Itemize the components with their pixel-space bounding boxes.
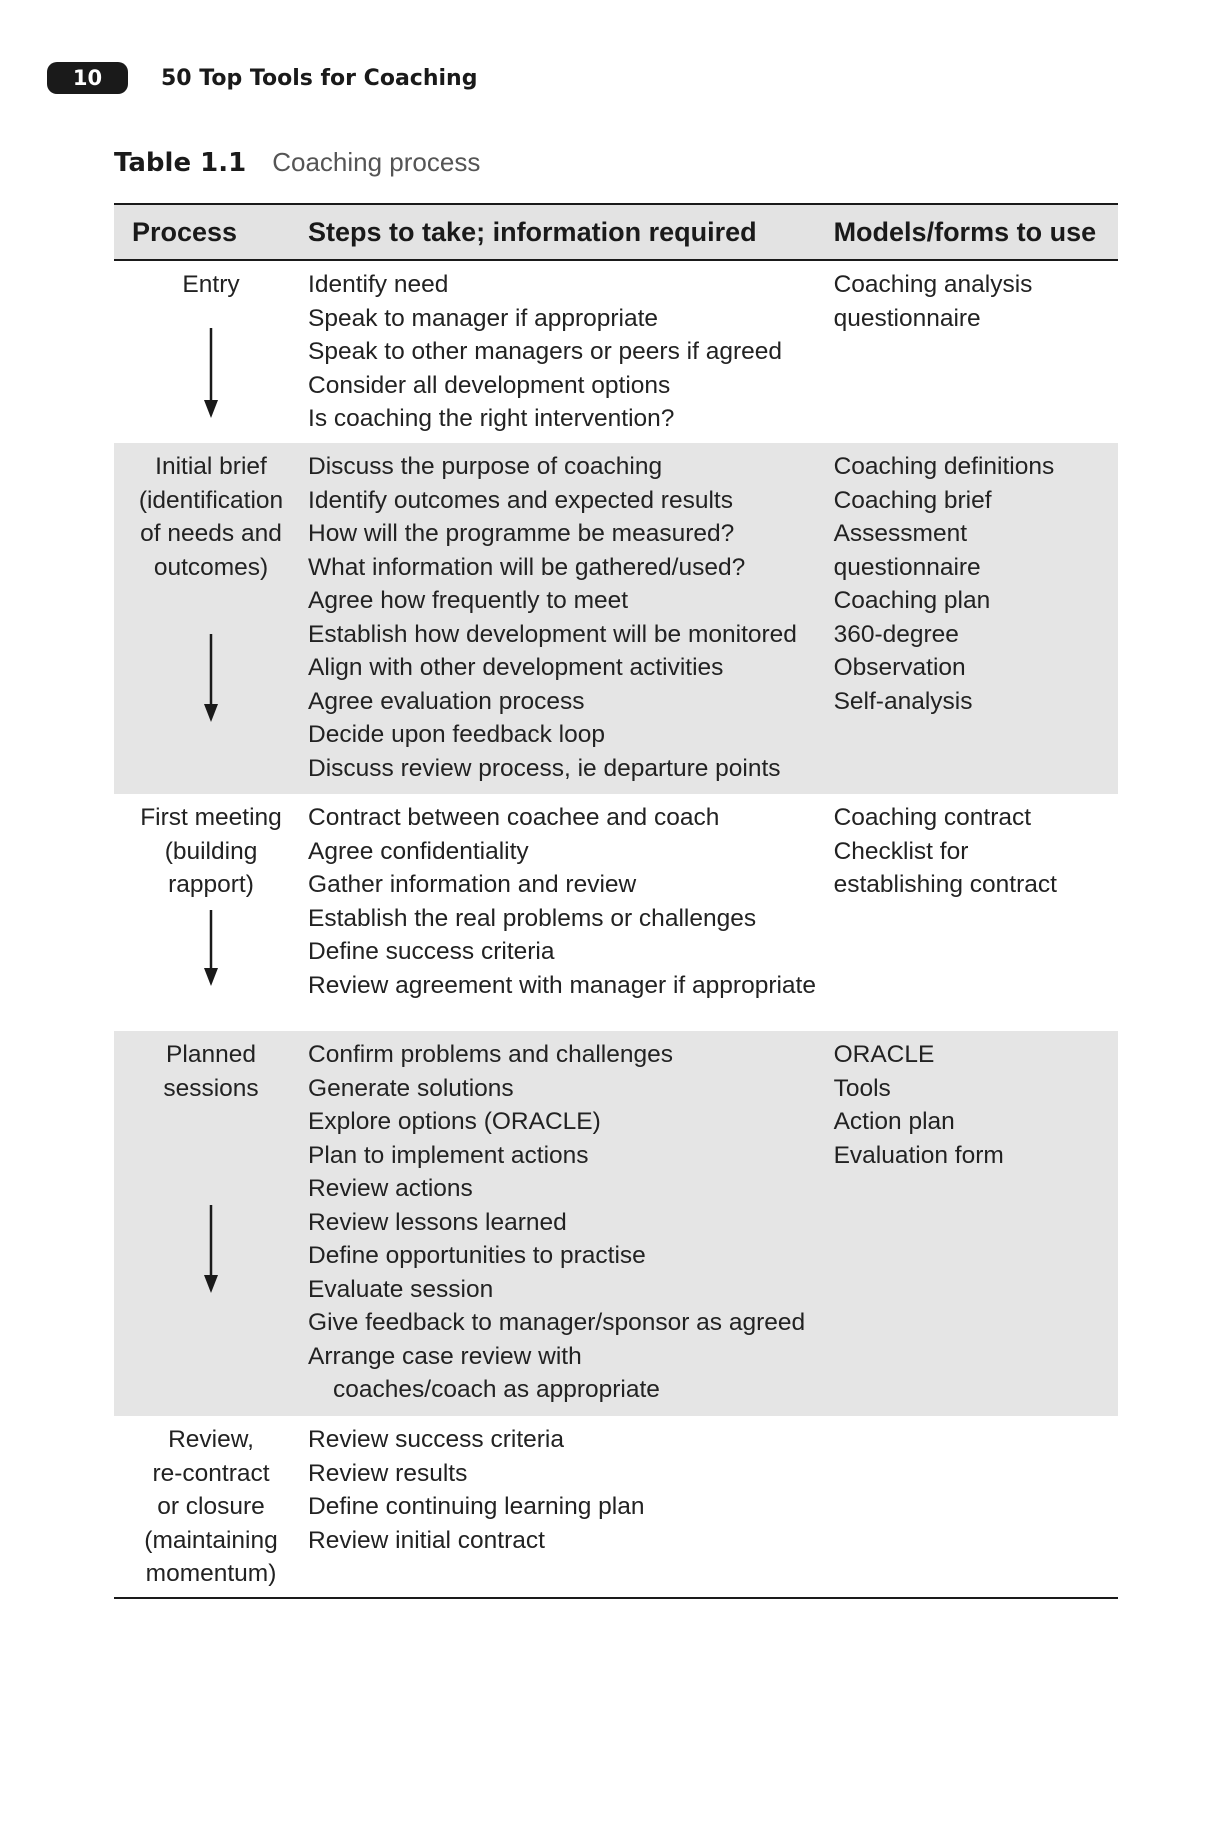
step-line: Identify need [308, 271, 449, 298]
models-cell [834, 1031, 1118, 1416]
model-line: 360-degree [833, 620, 959, 648]
model-line: Coaching plan [833, 587, 991, 614]
step-line: Identify outcomes and expected results [308, 486, 733, 514]
table-row-entry [114, 260, 1118, 443]
models-cell [834, 1416, 1118, 1598]
running-title: 50 Top Tools for Coaching [161, 65, 478, 91]
model-line: Action plan [833, 1108, 955, 1135]
step-line: Gather information and review [308, 871, 637, 898]
model-line: establishing contract [833, 871, 1057, 898]
step-line: Evaluate session [308, 1275, 494, 1303]
step-line: How will the programme be measured? [308, 520, 735, 547]
process-line: Review, [168, 1426, 254, 1453]
step-line: Contract between coachee and coach [308, 804, 720, 831]
model-line: Coaching contract [833, 804, 1032, 831]
steps-cell [308, 1416, 834, 1598]
step-line: What information will be gathered/used? [308, 553, 746, 581]
step-line: Speak to other managers or peers if agreed [308, 338, 782, 365]
step-line: Define opportunities to practise [308, 1242, 646, 1269]
down-arrow-icon [201, 328, 221, 418]
models-cell [834, 794, 1118, 1031]
model-line: Coaching analysis [833, 271, 1033, 298]
table-row-planned-sessions [114, 1031, 1118, 1416]
step-line: Discuss review process, ie departure points [308, 754, 781, 782]
table-label: Table 1.1 [114, 148, 247, 178]
step-line: Decide upon feedback loop [308, 721, 605, 748]
step-line: Generate solutions [308, 1074, 514, 1102]
models-cell [834, 260, 1118, 443]
step-line: coaches/coach as appropriate [333, 1376, 660, 1403]
model-line: ORACLE [833, 1041, 935, 1068]
model-line: questionnaire [833, 304, 981, 332]
step-line: Review results [308, 1459, 468, 1487]
header-steps: Steps to take; information required [308, 204, 834, 260]
models-cell [834, 443, 1118, 794]
step-line: Review lessons learned [308, 1208, 567, 1236]
table-header-row [114, 204, 1118, 260]
process-cell [114, 794, 308, 1031]
process-line: rapport) [168, 871, 254, 898]
process-line: sessions [163, 1074, 259, 1102]
step-line: Agree confidentiality [308, 837, 529, 865]
header-models: Models/forms to use [834, 204, 1118, 260]
down-arrow-icon [201, 1205, 221, 1293]
steps-cell [308, 443, 834, 794]
process-cell [114, 1031, 308, 1416]
process-line: (maintaining [144, 1526, 278, 1554]
steps-cell [308, 794, 834, 1031]
model-line: Self-analysis [833, 687, 973, 715]
step-line: Confirm problems and challenges [308, 1041, 673, 1068]
model-line: Tools [833, 1074, 891, 1102]
table-row-review [114, 1416, 1118, 1598]
page-header [47, 62, 477, 94]
process-line: of needs and [140, 520, 282, 547]
step-line: Review success criteria [308, 1426, 564, 1453]
step-line: Give feedback to manager/sponsor as agreed [308, 1309, 806, 1336]
step-line: Consider all development options [308, 371, 671, 399]
table-title: Coaching process [272, 147, 481, 177]
table-caption [114, 147, 480, 178]
process-line: re-contract [152, 1459, 270, 1487]
process-line: momentum) [145, 1560, 277, 1587]
process-line: (identification [138, 486, 284, 514]
model-line: Evaluation form [833, 1141, 1004, 1169]
process-cell [114, 260, 308, 443]
process-line: (building [164, 837, 258, 865]
step-line: Discuss the purpose of coaching [308, 453, 663, 480]
model-line: Observation [833, 654, 966, 681]
header-process: Process [114, 204, 308, 260]
step-line: Speak to manager if appropriate [308, 304, 659, 332]
process-line: First meeting [140, 804, 282, 831]
model-line: Coaching brief [833, 486, 992, 514]
page-number-badge: 10 [47, 62, 128, 94]
process-line: Planned [166, 1041, 256, 1068]
steps-cell [308, 1031, 834, 1416]
step-line: Agree how frequently to meet [308, 587, 629, 614]
step-line: Is coaching the right intervention? [308, 405, 675, 432]
steps-cell [308, 260, 834, 443]
step-line: Agree evaluation process [308, 687, 585, 715]
process-line: outcomes) [153, 553, 269, 581]
table-row-initial-brief [114, 443, 1118, 794]
step-line: Review actions [308, 1175, 473, 1202]
down-arrow-icon [201, 910, 221, 986]
step-line: Define success criteria [308, 938, 555, 965]
step-line: Explore options (ORACLE) [308, 1108, 601, 1135]
coaching-process-table [114, 203, 1118, 1599]
table-row-first-meeting [114, 794, 1118, 1031]
step-line: Define continuing learning plan [308, 1493, 645, 1520]
model-line: Assessment [833, 520, 967, 547]
step-line: Establish how development will be monitored [308, 620, 797, 648]
process-cell [114, 443, 308, 794]
step-line: Review agreement with manager if appropriate [308, 971, 816, 999]
model-line: questionnaire [833, 553, 981, 581]
step-line: Arrange case review with [308, 1342, 582, 1370]
step-line: Review initial contract [308, 1526, 545, 1554]
process-line: or closure [157, 1493, 265, 1520]
process-cell [114, 1416, 308, 1598]
process-line: Initial brief [155, 453, 267, 480]
model-line: Coaching definitions [833, 453, 1055, 480]
down-arrow-icon [201, 634, 221, 722]
step-line: Align with other development activities [308, 654, 724, 681]
step-line: Establish the real problems or challenges [308, 904, 757, 932]
model-line: Checklist for [833, 837, 969, 865]
process-line: Entry [182, 271, 240, 298]
step-line: Plan to implement actions [308, 1141, 589, 1169]
